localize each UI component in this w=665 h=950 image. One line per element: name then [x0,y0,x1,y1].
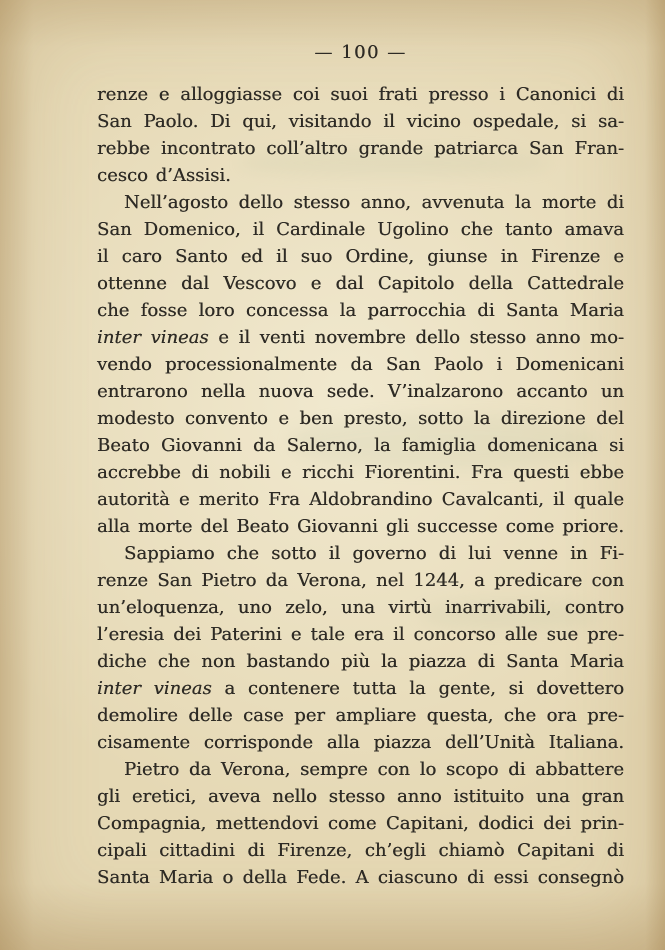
text-segment: ottenne dal Vescovo e dal Capitolo della Cattedrale [97,273,624,294]
text-segment: San Domenico, il Cardinale Ugolino che tanto amava [97,219,624,240]
text-segment: Nell’agosto dello stesso anno, avvenuta la morte di [124,192,624,213]
text-line [97,297,624,324]
text-segment: rebbe incontrato coll’altro grande patriarca San Fran- [97,138,624,159]
text-line [97,351,624,378]
text-line [97,837,624,864]
text-segment: Beato Giovanni da Salerno, la famiglia domenicana si [97,435,624,456]
text-segment: modesto convento e ben presto, sotto la direzione del [97,408,624,429]
text-segment: Sappiamo che sotto il governo di lui venne in Fi- [124,543,624,564]
text-line [97,189,624,216]
text-segment: Santa Maria o della Fede. A ciascuno di essi consegnò [97,867,624,888]
italic-phrase: inter vineas [97,678,212,699]
text-line [97,594,624,621]
text-segment: alla morte del Beato Giovanni gli successe come priore. [97,516,624,537]
text-segment: Pietro da Verona, sempre con lo scopo di abbattere [124,759,624,780]
text-segment: a contenere tutta la gente, si dovettero [211,678,624,699]
text-line [97,378,624,405]
text-line [97,702,624,729]
text-segment: gli eretici, aveva nello stesso anno istituito una gran [97,786,624,807]
text-segment: cipali cittadini di Firenze, ch’egli chiamò Capitani di [97,840,624,861]
text-segment: accrebbe di nobili e ricchi Fiorentini. Fra questi ebbe [97,462,624,483]
text-line [97,108,624,135]
text-line [97,81,624,108]
text-segment: demolire delle case per ampliare questa, che ora pre- [97,705,624,726]
text-line [97,486,624,513]
text-line [97,756,624,783]
text-segment: e il venti novembre dello stesso anno mo- [208,327,624,348]
text-segment: diche che non bastando più la piazza di Santa Maria [97,651,624,672]
text-segment: cisamente corrisponde alla piazza dell’Unità Italiana. [97,732,624,753]
text-line [97,675,624,702]
text-segment: il caro Santo ed il suo Ordine, giunse in Firenze e [97,246,624,267]
text-block [97,81,624,891]
text-segment: cesco d’Assisi. [97,165,231,186]
text-line [97,513,624,540]
text-segment: renze e alloggiasse coi suoi frati presso i Canonici di [97,84,624,105]
text-line [97,648,624,675]
text-segment: autorità e merito Fra Aldobrandino Cavalcanti, il quale [97,489,624,510]
text-line [97,621,624,648]
text-line [97,783,624,810]
text-line [97,810,624,837]
text-segment: Compagnia, mettendovi come Capitani, dodici dei prin- [97,813,624,834]
text-line [97,270,624,297]
text-segment: vendo processionalmente da San Paolo i Domenicani [97,354,624,375]
text-line [97,567,624,594]
text-line [97,540,624,567]
text-segment: San Paolo. Di qui, visitando il vicino ospedale, si sa- [97,111,624,132]
text-line [97,135,624,162]
italic-phrase: inter vineas [97,327,209,348]
text-line [97,162,624,189]
text-line [97,405,624,432]
text-line [97,324,624,351]
text-line [97,729,624,756]
text-line [97,459,624,486]
page-number: — 100 — [314,42,407,63]
text-line [97,216,624,243]
text-segment: un’eloquenza, uno zelo, una virtù inarrivabili, contro [97,597,624,618]
text-segment: l’eresia dei Paterini e tale era il concorso alle sue pre- [97,624,624,645]
text-line [97,864,624,891]
text-segment: che fosse loro concessa la parrocchia di Santa Maria [97,300,624,321]
text-line [97,243,624,270]
text-line [97,432,624,459]
text-segment: entrarono nella nuova sede. V’inalzarono accanto un [97,381,624,402]
text-segment: renze San Pietro da Verona, nel 1244, a predicare con [97,570,624,591]
